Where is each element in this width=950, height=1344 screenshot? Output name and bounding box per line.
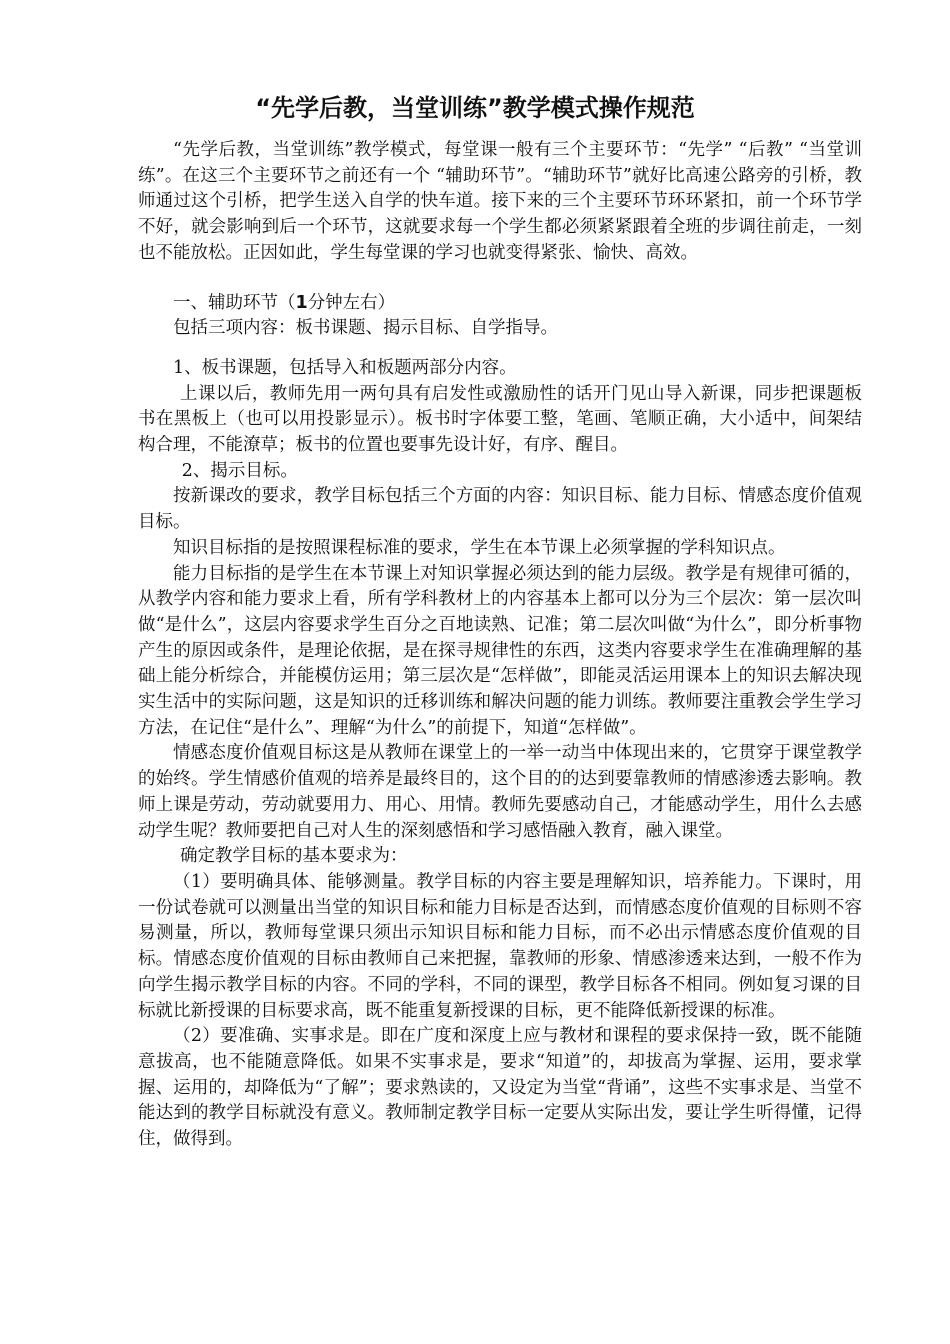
item-2-requirement-2: （2）要准确、实事求是。即在广度和深度上应与教材和课程的要求保持一致，既不能随意拔高，也不能随意降低。如果不实事求是，要求“知道”的，却拔高为掌握、运用，要求掌握、运用的，却降低为“了解”；要求熟读的，又设定为当堂“背诵”，这些不实事求是、当堂不能达到的教学目标就没有意义。教师制定教学目标一定要从实际出发，要让学生听得懂，记得住，做得到。 (138, 1026, 862, 1150)
item-1-heading: 1、板书课题，包括导入和板题两部分内容。 (173, 357, 517, 378)
item-2-requirement-1: （1）要明确具体、能够测量。教学目标的内容主要是理解知识，培养能力。下课时，用一份试卷就可以测量出当堂的知识目标和能力目标是否达到，而情感态度价值观的目标则不容易测量，所以，教师每堂课只须出示知识目标和能力目标，而不必出示情感态度价值观的目标。情感态度价值观的目标由教师自己来把握，靠教师的形象、情感渗透来达到，一般不作为向学生揭示教学目标的内容。不同的学科，不同的课型，教学目标各不相同。例如复习课的目标就比新授课的目标要求高，既不能重复新授课的目标，更不能降低新授课的标准。 (138, 871, 862, 1021)
item-2-paragraph-ability: 能力目标指的是学生在本节课上对知识掌握必须达到的能力层级。教学是有规律可循的，从教学内容和能力要求上看，所有学科教材上的内容基本上都可以分为三个层次：第一层次叫做“是什么”，这层内容要求学生百分之百地读熟、记准；第二层次叫做“为什么”，即分析事物产生的原因或条件，是理论依据，是在探寻规律性的东西，这类内容要求学生在准确理解的基础上能分析综合，并能模仿运用；第三层次是“怎样做”，即能灵活运用课本上的知识去解决现实生活中的实际问题，这是知识的迁移训练和解决问题的能力训练。教师要注重教会学生学习方法，在记住“是什么”、理解“为什么”的前提下，知道“怎样做”。 (138, 563, 862, 738)
intro-paragraph: “先学后教，当堂训练”教学模式，每堂课一般有三个主要环节：“先学” “后教” “当堂训练”。在这三个主要环节之前还有一个 “辅助环节”。“辅助环节”就好比高速公路旁的引桥，教师通过这个引桥，把学生送入自学的快车道。接下来的三个主要环节环环紧扣，前一个环节学不好，就会影响到后一个环节，这就要求每一个学生都必须紧紧跟着全班的步调往前走，一刻也不能放松。正因如此，学生每堂课的学习也就变得紧张、愉快、高效。 (138, 140, 862, 263)
document-title: “先学后教，当堂训练”教学模式操作规范 (255, 94, 695, 122)
item-2-paragraph-knowledge: 知识目标指的是按照课程标准的要求，学生在本节课上必须掌握的学科知识点。 (173, 537, 786, 558)
spacer (138, 267, 862, 291)
item-2-requirements-intro: 确定教学目标的基本要求为： (180, 846, 408, 867)
section-1-heading-post: 分钟左右） (307, 292, 396, 313)
section-1-heading-num: 1 (295, 292, 308, 313)
item-1-paragraph: 上课以后，教师先用一两句具有启发性或激励性的话开门见山导入新课，同步把课题板书在黑板上（也可以用投影显示）。板书时字体要工整，笔画、笔顺正确，大小适中，间架结构合理，不能潦草；板书的位置也要事先设计好，有序、醒目。 (138, 383, 862, 456)
item-2-heading: 2、揭示目标。 (181, 460, 298, 481)
document-body (138, 138, 862, 1153)
item-2-paragraph-goals: 按新课改的要求，教学目标包括三个方面的内容：知识目标、能力目标、情感态度价值观目标。 (138, 486, 862, 533)
section-1-summary: 包括三项内容：板书课题、揭示目标、自学指导。 (173, 318, 558, 339)
section-1-heading (138, 291, 862, 317)
spacer (138, 342, 862, 356)
item-2-paragraph-emotion: 情感态度价值观目标这是从教师在课堂上的一举一动当中体现出来的，它贯穿于课堂教学的始终。学生情感价值观的培养是最终目的，这个目的的达到要靠教师的情感渗透去影响。教师上课是劳动，劳动就要用力、用心、用情。教师先要感动自己，才能感动学生，用什么去感动学生呢？教师要把自己对人生的深刻感悟和学习感悟融入教育，融入课堂。 (138, 743, 862, 841)
section-1-heading-pre: 一、辅助环节（ (173, 292, 296, 313)
